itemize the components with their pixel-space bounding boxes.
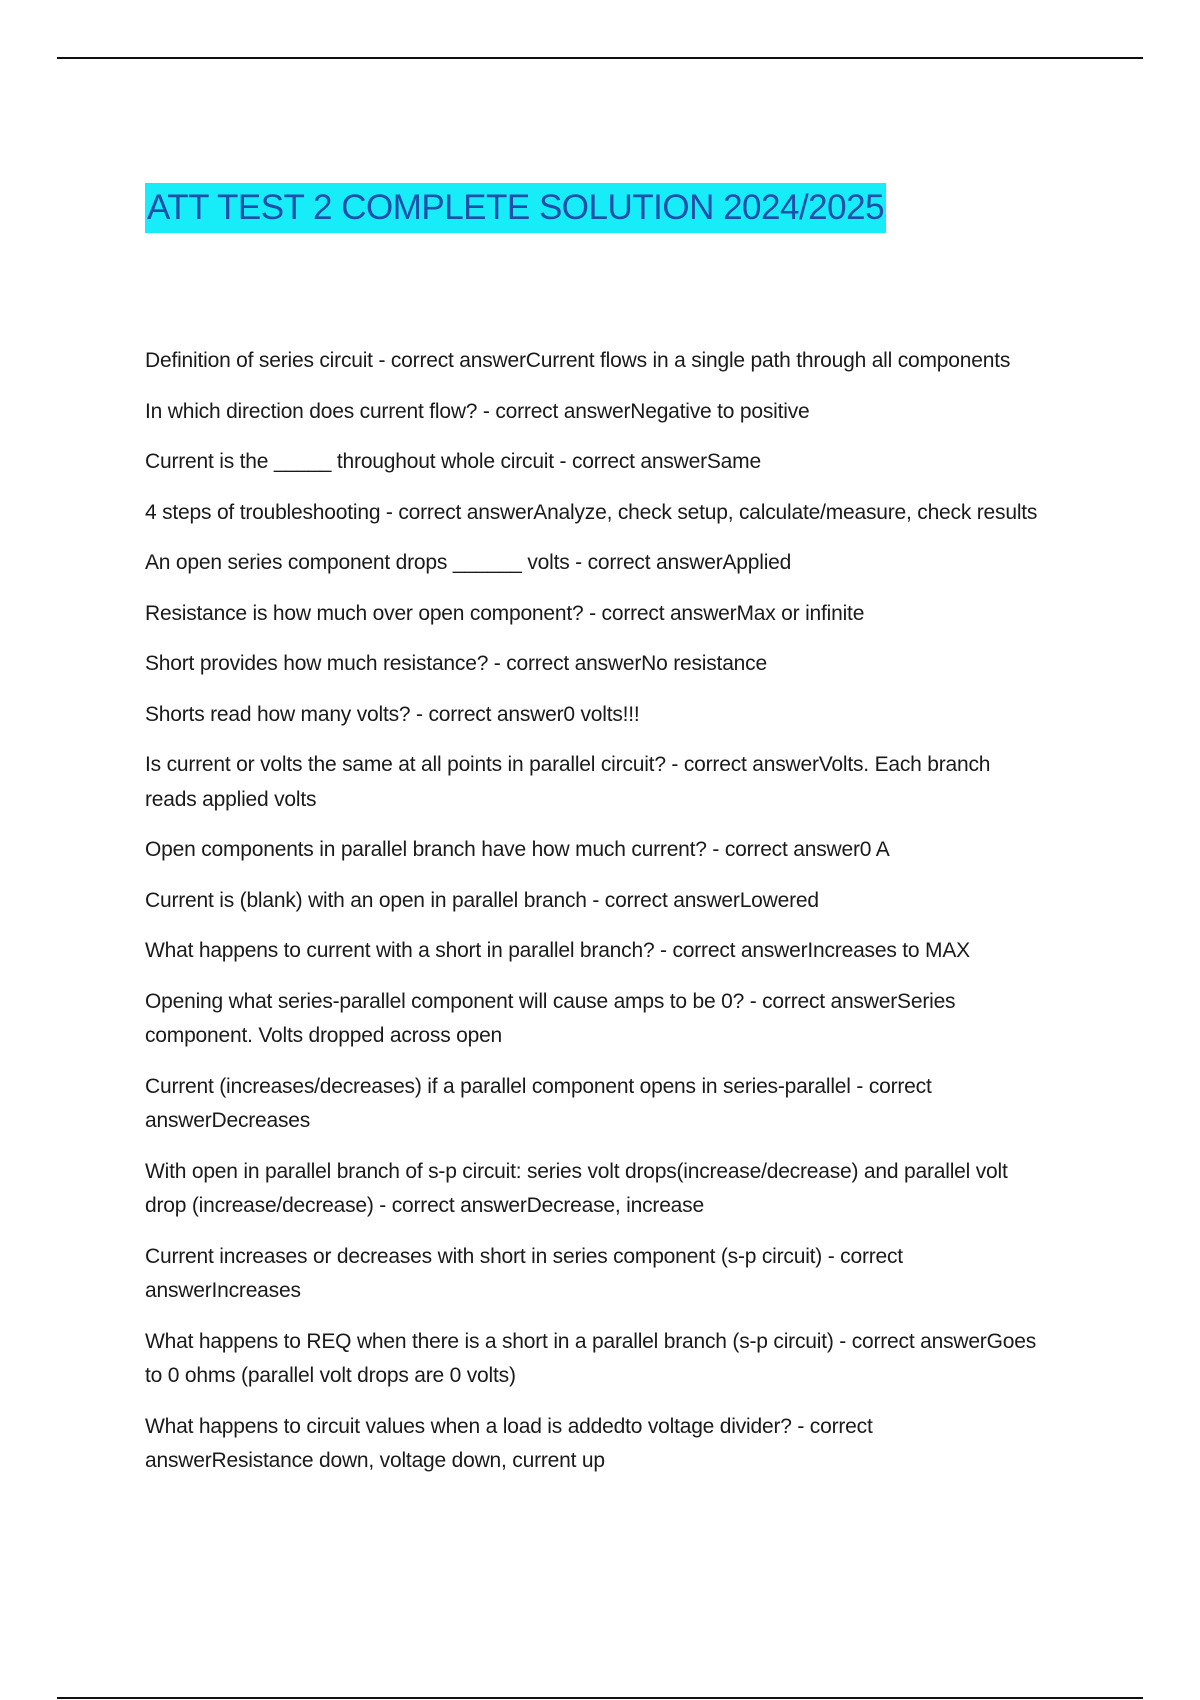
qa-item: Shorts read how many volts? - correct answer0 volts!!! — [145, 702, 640, 726]
qa-item: Short provides how much resistance? - correct answerNo resistance — [145, 652, 767, 675]
qa-item: Current is (blank) with an open in parallel branch - correct answerLowered — [145, 888, 819, 912]
qa-item: Is current or volts the same at all points in parallel circuit? - correct answerVolts. Each branch reads applied volts — [145, 753, 991, 811]
qa-item: Resistance is how much over open component? - correct answerMax or infinite — [145, 601, 865, 625]
qa-item: Definition of series circuit - correct answerCurrent flows in a single path through all components — [145, 349, 1011, 372]
qa-item: Current (increases/decreases) if a parallel component opens in series-parallel - correct answerDecreases — [145, 1074, 932, 1132]
qa-item: An open series component drops ______ volts - correct answerApplied — [145, 551, 792, 574]
document-title: ATT TEST 2 COMPLETE SOLUTION 2024/2025 — [145, 183, 886, 233]
qa-item: What happens to current with a short in parallel branch? - correct answerIncreases to MAX — [145, 939, 970, 962]
qa-item: 4 steps of troubleshooting - correct answerAnalyze, check setup, calculate/measure, check results — [145, 500, 1038, 524]
qa-item: In which direction does current flow? - correct answerNegative to positive — [145, 399, 810, 423]
bottom-rule — [57, 1697, 1143, 1699]
qa-item: With open in parallel branch of s-p circuit: series volt drops(increase/decrease) and parallel volt drop (increase/decrease) - correct answerDecrease, increase — [145, 1159, 1008, 1217]
qa-item: What happens to circuit values when a load is addedto voltage divider? - correct answerResistance down, voltage down, current up — [145, 1414, 873, 1472]
qa-item: Opening what series-parallel component will cause amps to be 0? - correct answerSeries component. Volts dropped across open — [145, 989, 956, 1047]
title-block — [145, 183, 886, 233]
qa-item: Current is the _____ throughout whole circuit - correct answerSame — [145, 450, 761, 473]
top-rule — [57, 57, 1143, 59]
qa-item: Current increases or decreases with short in series component (s-p circuit) - correct answerIncreases — [145, 1244, 903, 1302]
qa-list — [145, 344, 1045, 1495]
qa-item: Open components in parallel branch have how much current? - correct answer0 A — [145, 838, 890, 861]
qa-item: What happens to REQ when there is a short in a parallel branch (s-p circuit) - correct answerGoes to 0 ohms (parallel volt drops are 0 volts) — [145, 1329, 1036, 1387]
